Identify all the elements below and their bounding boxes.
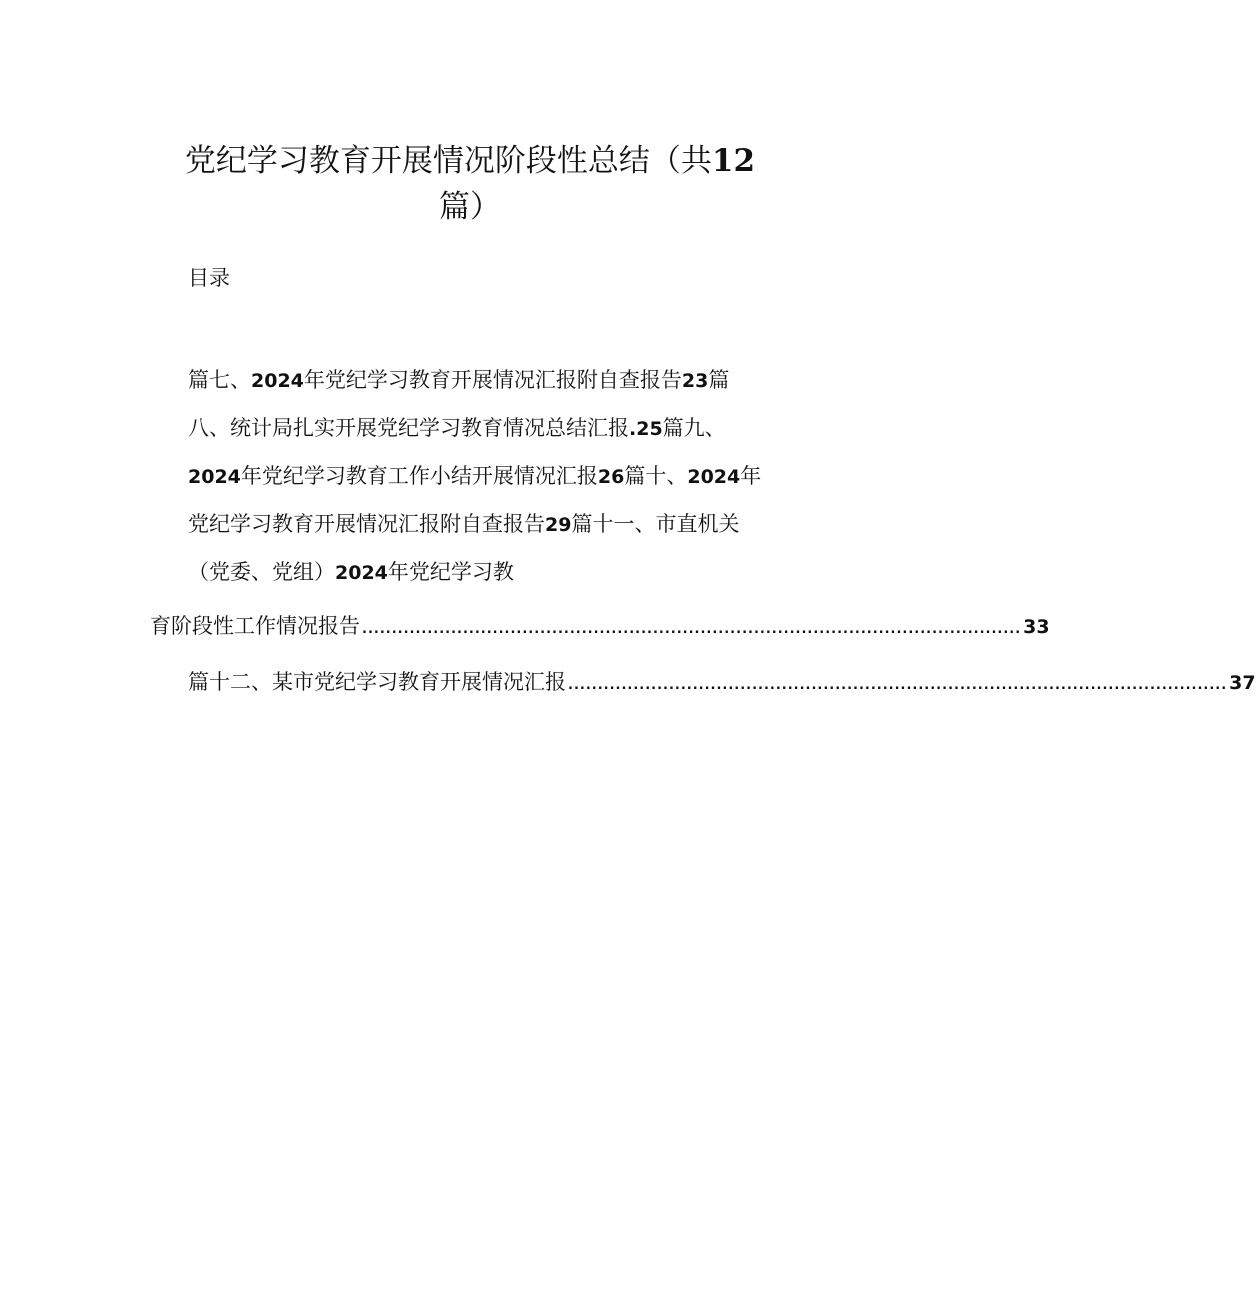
toc-entry-title: 育阶段性工作情况报告 (150, 614, 360, 638)
toc-page-number: 37 (1229, 672, 1256, 694)
title-text-part1: 党纪学习教育开展情况阶段性总结（共 (184, 143, 712, 179)
toc-line[interactable] (188, 548, 798, 596)
toc-text: 党纪学习教育开展情况汇报附自查报告 (188, 512, 545, 536)
toc-entry[interactable] (188, 666, 1256, 698)
toc-page-number: 33 (1023, 616, 1050, 638)
toc-number: 2024 (335, 562, 388, 584)
toc-text: 年 (740, 464, 762, 488)
toc-leader-dots: ............................................................................................................... (362, 622, 1022, 637)
toc-line[interactable] (188, 500, 798, 548)
toc-number: 29 (545, 514, 572, 536)
toc-text: 年党纪学习教育工作小结开展情况汇报 (240, 464, 598, 488)
toc-line[interactable] (188, 356, 798, 404)
toc-paragraph (188, 356, 798, 596)
title-count: 12 (711, 143, 756, 179)
toc-number: 2024 (687, 466, 741, 488)
toc-number: 23 (681, 370, 709, 392)
toc-entry-title: 篇十二、某市党纪学习教育开展情况汇报 (188, 670, 566, 694)
toc-text: 篇十、 (624, 464, 688, 488)
toc-text: 年党纪学习教育开展情况汇报附自查报告 (303, 368, 682, 392)
toc-number: 2024 (251, 370, 304, 392)
toc-heading: 目录 (188, 266, 230, 290)
toc-line[interactable] (188, 404, 798, 452)
toc-number: .25 (629, 418, 663, 440)
toc-number: 26 (597, 466, 625, 488)
toc-number: 2024 (188, 466, 241, 488)
toc-entry[interactable] (150, 610, 1050, 642)
toc-text: 篇七、 (188, 368, 251, 392)
document-title (150, 138, 790, 230)
toc-text: 篇 (708, 368, 730, 392)
toc-text: 篇十一、市直机关 (571, 512, 740, 536)
toc-text: 年党纪学习教 (387, 560, 514, 584)
toc-line[interactable] (188, 452, 798, 500)
toc-text: 篇九、 (662, 416, 726, 440)
title-text-part2: 篇） (439, 189, 501, 225)
toc-text: （党委、党组） (188, 560, 335, 584)
toc-leader-dots: ............................................................................................................... (568, 678, 1228, 693)
toc-text: 八、统计局扎实开展党纪学习教育情况总结汇报 (188, 416, 629, 440)
